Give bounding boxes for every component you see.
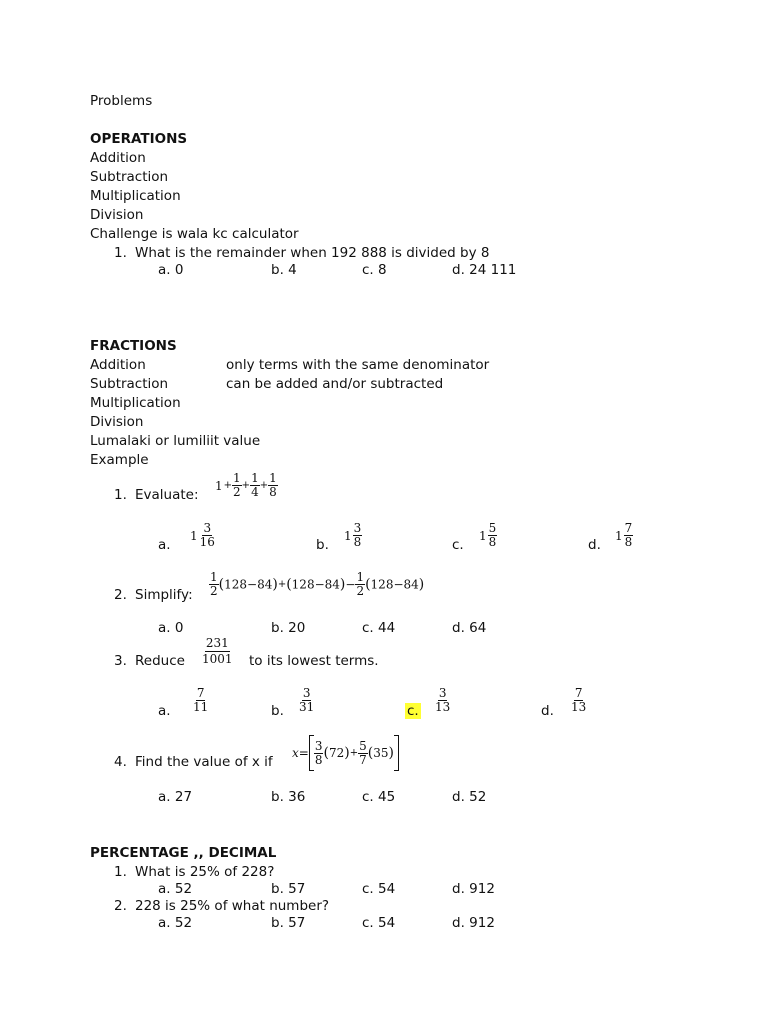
pct-q2-text: 228 is 25% of what number?: [135, 898, 330, 914]
fractions-example: Example: [90, 452, 149, 468]
fr-q3-choice-d-letter: d.: [541, 703, 554, 719]
fr-q4-choice-a: a. 27: [158, 789, 193, 805]
pct-q2-choice-c: c. 54: [362, 915, 396, 931]
fractions-note-1: only terms with the same denominator: [226, 357, 490, 373]
op-q1-choice-d: d. 24 111: [452, 262, 517, 278]
fr-q3-choice-c-letter: [405, 703, 421, 719]
fr-q1-label: Evaluate:: [135, 487, 199, 503]
operations-item-subtraction: Subtraction: [90, 169, 169, 185]
fr-q2-choice-a: a. 0: [158, 620, 184, 636]
operations-item-addition: Addition: [90, 150, 146, 166]
fr-q4-expression: x= $\frac{3}{8}$ (72)+ $\frac{5}{7}$ (35): [292, 735, 399, 771]
op-q1-choice-c: c. 8: [362, 262, 387, 278]
op-q1-number: 1.: [114, 245, 127, 261]
fr-q4-choice-d: d. 52: [452, 789, 487, 805]
fr-q1-choice-a-letter: a.: [158, 537, 171, 553]
fr-q2-expression: $\frac{1}{2}$ (128−84)+(128−84)− $\frac{1}{2}$ (128−84): [210, 570, 425, 598]
fr-q3-choice-a: $\frac{7}{11}$: [193, 686, 209, 714]
fractions-heading: FRACTIONS: [90, 338, 177, 354]
fr-q3-label: Reduce: [135, 653, 185, 669]
operations-challenge: Challenge is wala kc calculator: [90, 226, 299, 242]
fr-q3-choice-a-letter: a.: [158, 703, 171, 719]
fr-q1-choice-d: 1 $\frac{7}{8}$: [615, 521, 633, 549]
fr-q2-number: 2.: [114, 587, 127, 603]
fr-q2-choice-d: d. 64: [452, 620, 487, 636]
fractions-item-division: Division: [90, 414, 144, 430]
pct-q2-choice-b: b. 57: [271, 915, 306, 931]
fr-q1-expression: 1+ $\frac{1}{2}$ + $\frac{1}{4}$ + $\frac{1}{8}$: [215, 471, 277, 499]
fr-q2-choice-c: c. 44: [362, 620, 396, 636]
pct-q2-choice-a: a. 52: [158, 915, 193, 931]
op-q1-text: What is the remainder when 192 888 is divided by 8: [135, 245, 490, 261]
fractions-item-multiplication: Multiplication: [90, 395, 181, 411]
pct-q1-choice-a: a. 52: [158, 881, 193, 897]
fr-q2-label: Simplify:: [135, 587, 193, 603]
pct-q2-choice-d: d. 912: [452, 915, 495, 931]
page-title: Problems: [90, 93, 153, 109]
highlight-mark: c.: [407, 703, 419, 719]
fr-q1-choice-d-letter: d.: [588, 537, 601, 553]
pct-q1-choice-b: b. 57: [271, 881, 306, 897]
fr-q3-choice-d: $\frac{7}{13}$: [571, 686, 587, 714]
fr-q4-number: 4.: [114, 754, 127, 770]
fractions-item-subtraction: Subtraction: [90, 376, 169, 392]
pct-q1-number: 1.: [114, 864, 127, 880]
fr-q1-choice-b-letter: b.: [316, 537, 329, 553]
fractions-note-2: can be added and/or subtracted: [226, 376, 444, 392]
pct-q1-choice-d: d. 912: [452, 881, 495, 897]
fr-q1-number: 1.: [114, 487, 127, 503]
fr-q3-choice-b: $\frac{3}{31}$: [299, 686, 315, 714]
operations-item-multiplication: Multiplication: [90, 188, 181, 204]
fr-q3-fraction: $\frac{231}{1001}$: [202, 636, 233, 666]
pct-q1-choice-c: c. 54: [362, 881, 396, 897]
fr-q2-choice-b: b. 20: [271, 620, 306, 636]
fr-q3-number: 3.: [114, 653, 127, 669]
fr-q3-choice-c: $\frac{3}{13}$: [435, 686, 451, 714]
fr-q3-after: to its lowest terms.: [249, 653, 379, 669]
pct-q1-text: What is 25% of 228?: [135, 864, 275, 880]
fractions-item-addition: Addition: [90, 357, 146, 373]
fr-q4-label: Find the value of x if: [135, 754, 273, 770]
fr-q1-choice-c-letter: c.: [452, 537, 464, 553]
pct-q2-number: 2.: [114, 898, 127, 914]
fr-q4-choice-c: c. 45: [362, 789, 396, 805]
operations-heading: OPERATIONS: [90, 131, 188, 147]
fr-q3-choice-b-letter: b.: [271, 703, 284, 719]
operations-item-division: Division: [90, 207, 144, 223]
op-q1-choice-b: b. 4: [271, 262, 297, 278]
fr-q1-choice-b: 1 $\frac{3}{8}$: [344, 521, 362, 549]
fractions-value-line: Lumalaki or lumiliit value: [90, 433, 261, 449]
fr-q1-choice-a: 1 $\frac{3}{16}$: [190, 521, 215, 549]
fr-q4-choice-b: b. 36: [271, 789, 306, 805]
percentage-heading: PERCENTAGE ,, DECIMAL: [90, 845, 277, 861]
fr-q1-choice-c: 1 $\frac{5}{8}$: [479, 521, 497, 549]
op-q1-choice-a: a. 0: [158, 262, 184, 278]
